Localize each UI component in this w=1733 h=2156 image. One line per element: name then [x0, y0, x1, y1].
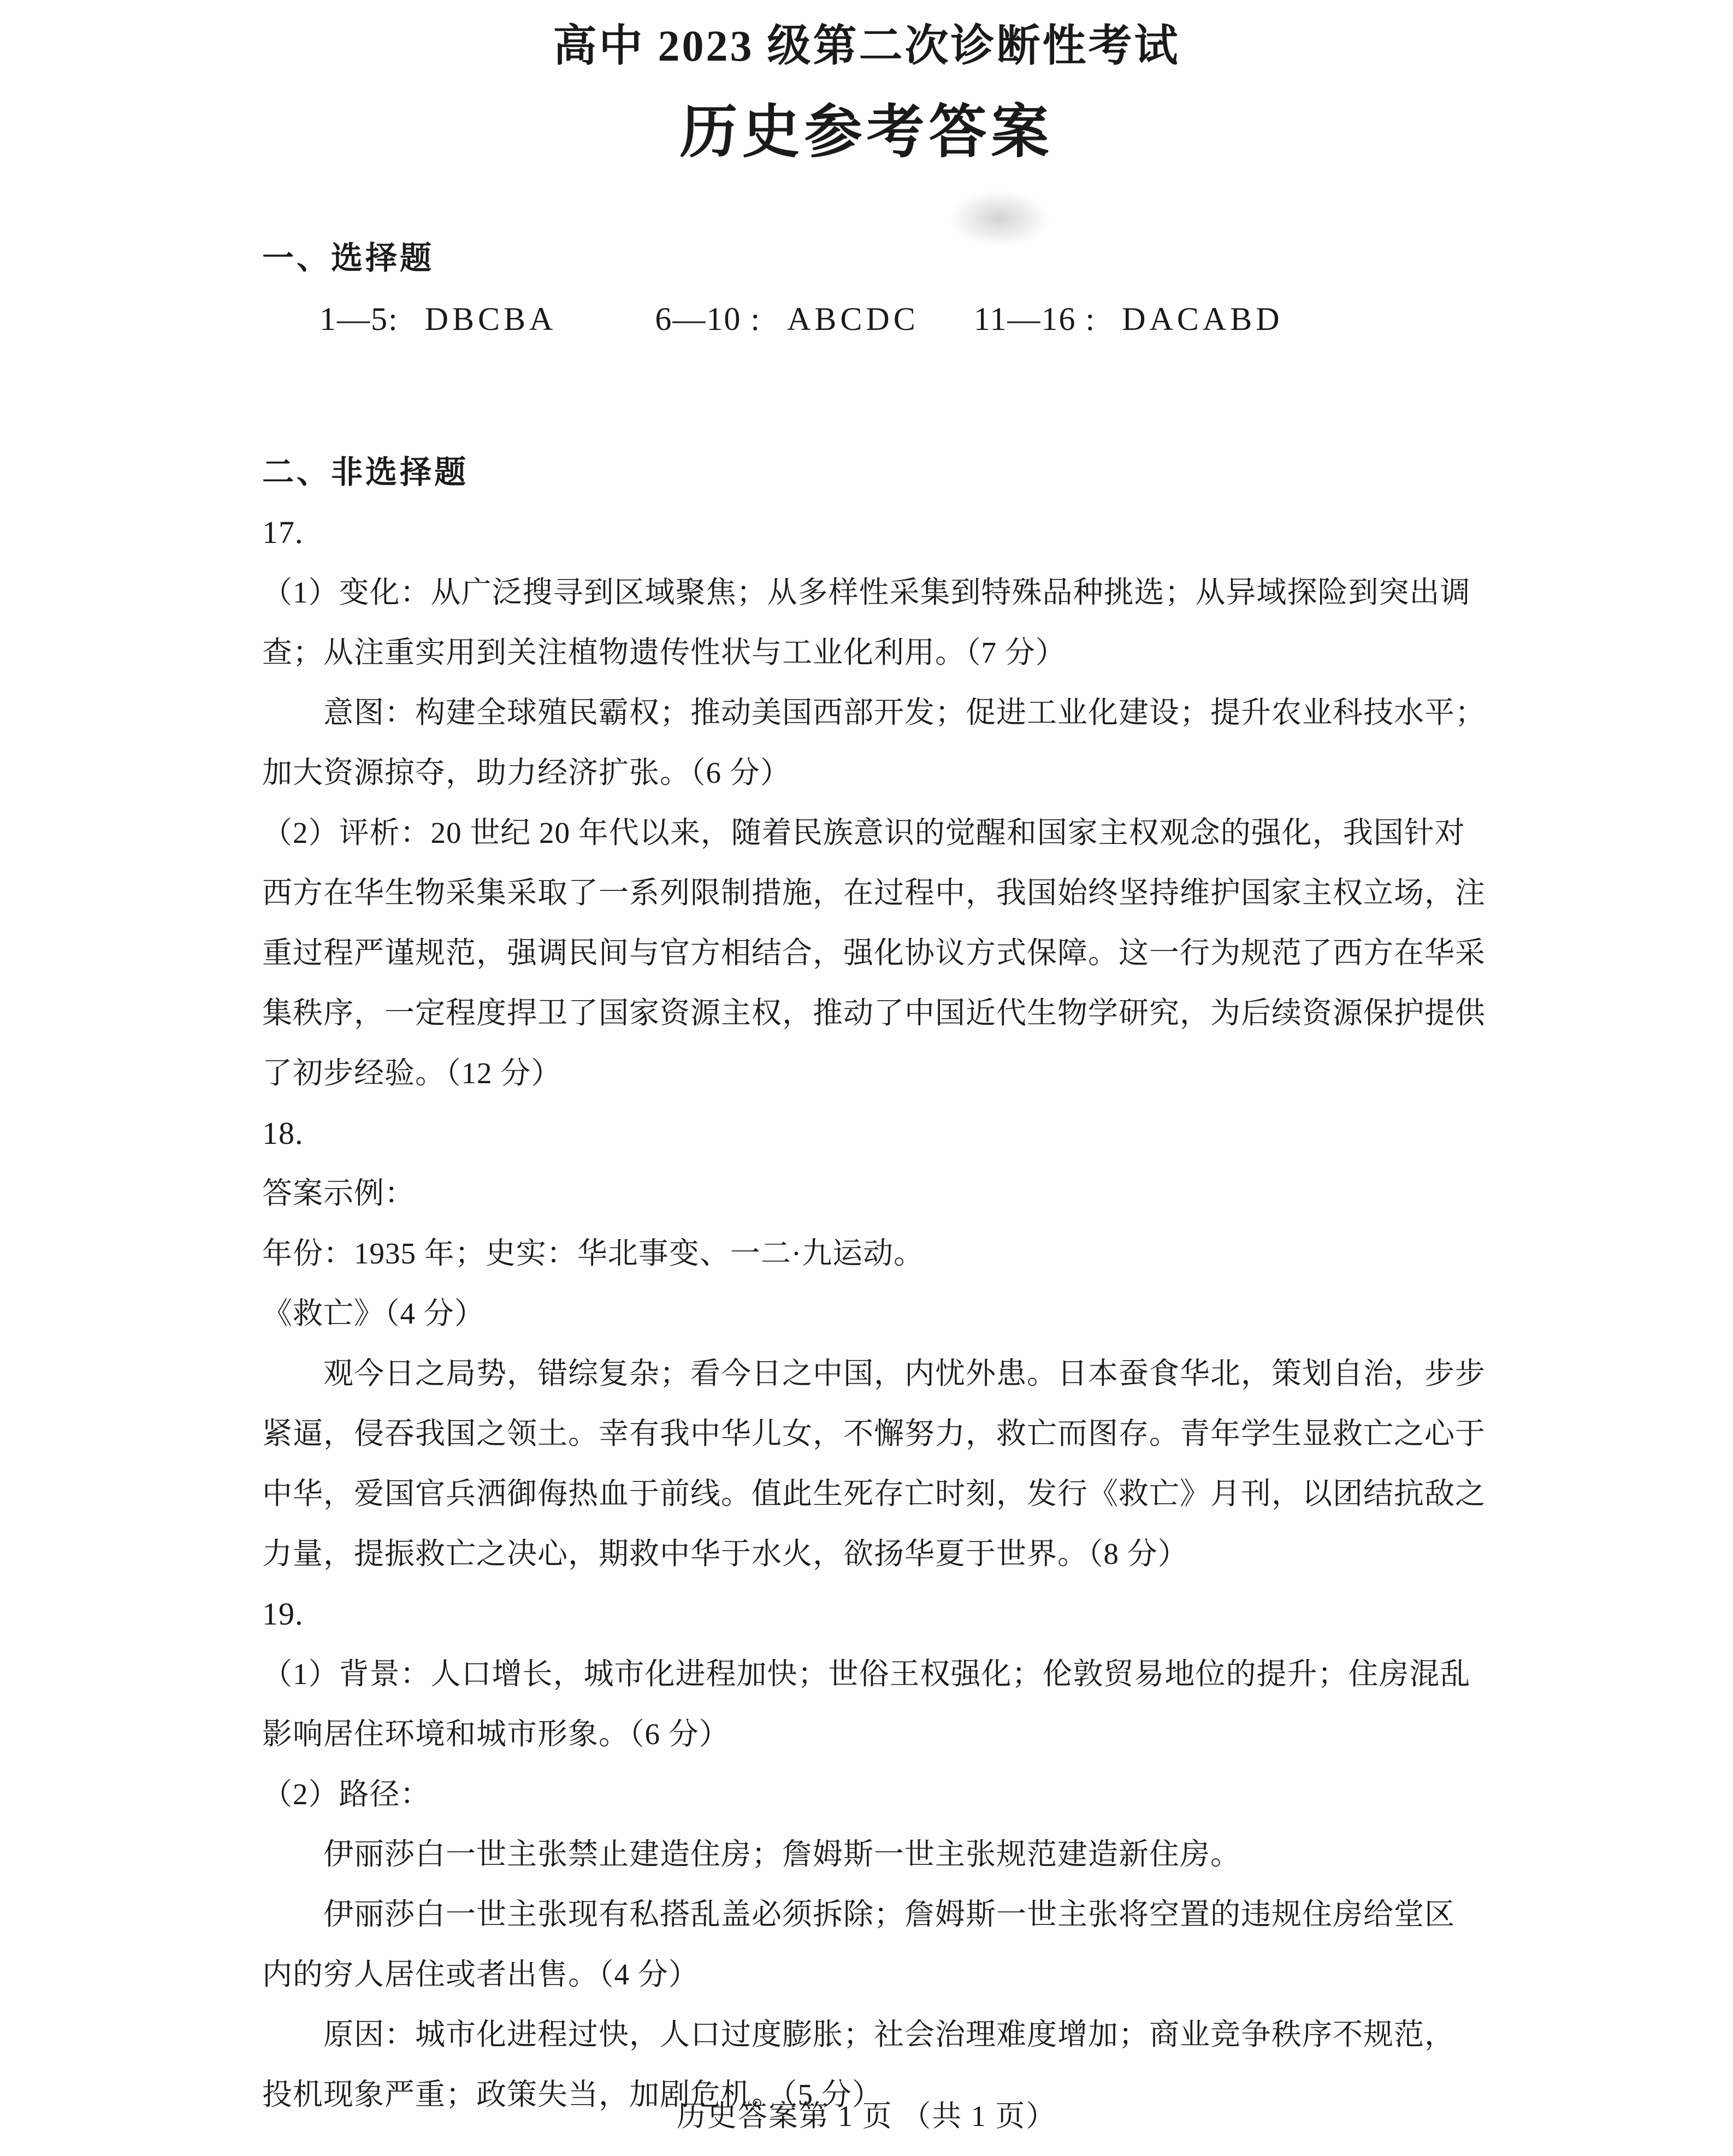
- answer-letters: DBCBA: [424, 301, 557, 337]
- answer-line: （1）变化：从广泛搜寻到区域聚焦；从多样性采集到特殊品种挑选；从异域探险到突出调: [262, 576, 1471, 609]
- answer-line: 观今日之局势，错综复杂；看今日之中国，内忧外患。日本蚕食华北，策划自治，步步: [323, 1357, 1486, 1390]
- answer-letters: DACABD: [1122, 301, 1284, 337]
- answer-key-title: 历史参考答案: [679, 100, 1054, 164]
- exam-title: 高中 2023 级第二次诊断性考试: [553, 22, 1180, 70]
- essay-section: [262, 442, 1617, 2125]
- answer-line: 重过程严谨规范，强调民间与官方相结合，强化协议方式保障。这一行为规范了西方在华采: [262, 936, 1486, 970]
- answer-line: 伊丽莎白一世主张现有私搭乱盖必须拆除；詹姆斯一世主张将空置的违规住房给堂区: [323, 1898, 1456, 1931]
- answer-line: （2）评析：20 世纪 20 年代以来，随着民族意识的觉醒和国家主权观念的强化，我国针对: [262, 816, 1465, 849]
- answer-range: 11—16 :: [973, 301, 1096, 337]
- answer-line: 内的穷人居住或者出售。（4 分）: [262, 1958, 699, 1991]
- choice-answers-row: [320, 299, 1284, 339]
- answer-line: 伊丽莎白一世主张禁止建造住房；詹姆斯一世主张规范建造新住房。: [323, 1838, 1241, 1871]
- answer-line: 投机现象严重；政策失当，加剧危机。（5 分）: [262, 2078, 883, 2111]
- answer-range: 1—5:: [320, 301, 399, 337]
- section-heading-essay: 二、非选择题: [262, 454, 469, 490]
- answer-group-6-10: [655, 299, 919, 339]
- answer-letters: ABCDC: [787, 301, 919, 337]
- answer-group-1-5: [320, 299, 557, 339]
- answer-line: 中华，爱国官兵洒御侮热血于前线。值此生死存亡时刻，发行《救亡》月刊，以团结抗敌之: [262, 1477, 1486, 1510]
- answer-line: 加大资源掠夺，助力经济扩张。（6 分）: [262, 756, 791, 789]
- answer-line: 年份：1935 年；史实：华北事变、一二·九运动。: [262, 1237, 925, 1270]
- scan-smudge: [950, 191, 1049, 246]
- answer-line: 了初步经验。（12 分）: [262, 1056, 562, 1090]
- answer-line: 《救亡》（4 分）: [262, 1297, 485, 1330]
- answer-line: 答案示例：: [262, 1177, 416, 1210]
- answer-line: 力量，提振救亡之决心，期救中华于水火，欲扬华夏于世界。（8 分）: [262, 1537, 1188, 1570]
- answer-line: 紧逼，侵吞我国之领土。幸有我中华儿女，不懈努力，救亡而图存。青年学生显救亡之心于: [262, 1417, 1486, 1450]
- answer-range: 6—10 :: [655, 301, 761, 337]
- page-footer: 历史答案第 1 页 （共 1 页）: [676, 2100, 1057, 2133]
- question-19-number: 19.: [262, 1596, 304, 1632]
- answer-line: （1）背景：人口增长，城市化进程加快；世俗王权强化；伦敦贸易地位的提升；住房混乱: [262, 1657, 1471, 1691]
- answer-line: 意图：构建全球殖民霸权；推动美国西部开发；促进工业化建设；提升农业科技水平；: [323, 696, 1486, 729]
- answer-line: 影响居住环境和城市形象。（6 分）: [262, 1717, 730, 1751]
- answer-group-11-16: [974, 299, 1284, 339]
- question-18-number: 18.: [262, 1115, 304, 1151]
- question-17-number: 17.: [262, 515, 304, 550]
- section-heading-choice: 一、选择题: [262, 240, 435, 276]
- answer-line: 西方在华生物采集采取了一系列限制措施，在过程中，我国始终坚持维护国家主权立场，注: [262, 876, 1486, 909]
- answer-line: 原因：城市化进程过快，人口过度膨胀；社会治理难度增加；商业竞争秩序不规范，: [323, 2018, 1456, 2051]
- answer-line: 查；从注重实用到关注植物遗传性状与工业化利用。（7 分）: [262, 636, 1066, 669]
- answer-line: 集秩序，一定程度捍卫了国家资源主权，推动了中国近代生物学研究，为后续资源保护提供: [262, 996, 1486, 1030]
- answer-line: （2）路径：: [262, 1777, 431, 1811]
